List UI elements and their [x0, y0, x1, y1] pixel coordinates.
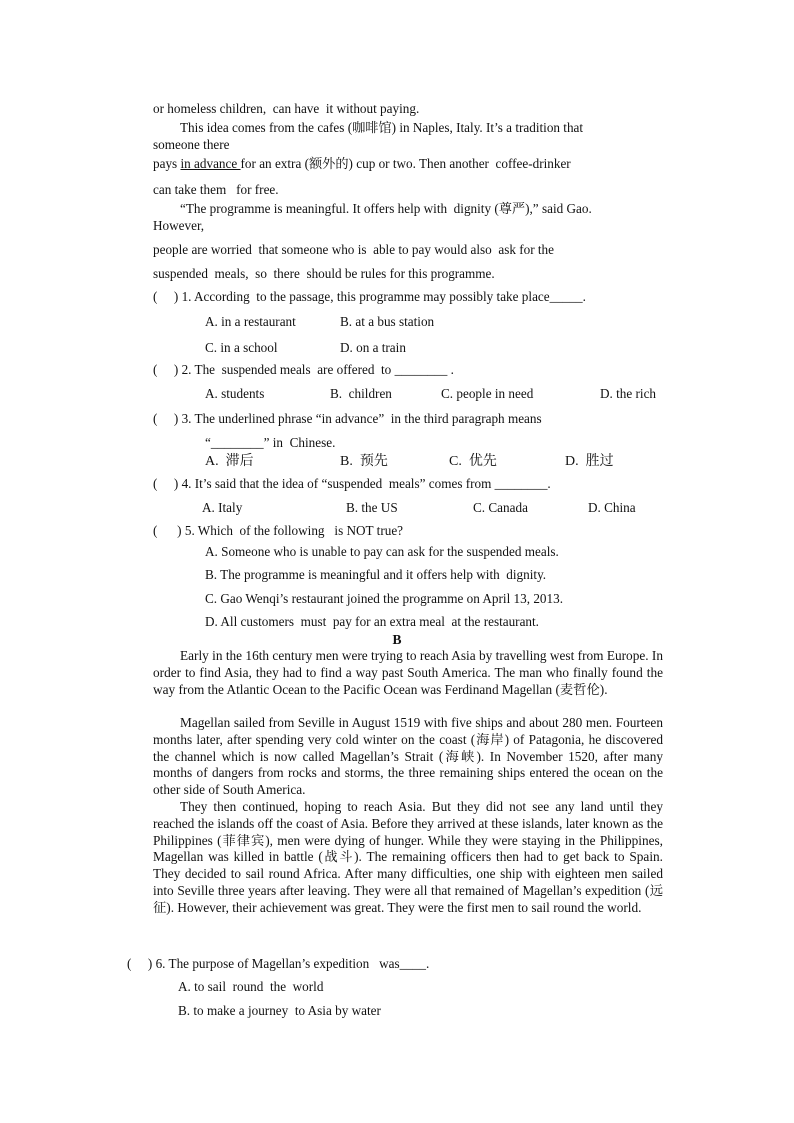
question-option: B. to make a journey to Asia by water — [178, 1003, 381, 1018]
question-option: A. in a restaurant — [205, 314, 296, 329]
question-option: C. Gao Wenqi’s restaurant joined the programme on April 13, 2013. — [205, 591, 563, 606]
question-6-stem: ( ) 6. The purpose of Magellan’s expedition was____. — [127, 956, 430, 971]
passage-line: This idea comes from the cafes (咖啡馆) in Naples, Italy. It’s a tradition that — [180, 120, 584, 135]
question-option: D. the rich — [600, 386, 657, 401]
question-option: C. in a school — [205, 340, 278, 355]
question-2-stem: ( ) 2. The suspended meals are offered to ________ . — [153, 362, 454, 377]
question-option: B. the US — [346, 500, 398, 515]
question-option: D. 胜过 — [565, 454, 614, 469]
passage-line: can take them for free. — [153, 182, 279, 197]
question-option: B. at a bus station — [340, 314, 435, 329]
question-option: B. children — [330, 386, 392, 401]
question-option: D. All customers must pay for an extra meal at the restaurant. — [205, 614, 539, 629]
question-option: A. 滞后 — [205, 454, 254, 469]
text-span: for an extra (额外的) cup or two. Then another coffee-drinker — [240, 156, 571, 171]
question-3-stem-continued: “________” in Chinese. — [205, 435, 336, 450]
passage-paragraph: They then continued, hoping to reach Asia. But they did not see any land until they reached the islands off the coast of Asia. Before they arrived at these islands, later known as the Philippines (菲律宾), men were dying of hunger. While they were staying in the Philippines, Magellan was killed in battle (战斗). The remaining officers then had to get back to Spain. They decided to sail round Africa. After many difficulties, one ship with eighteen men sailed into Seville three years after leaving. They were all that remained of Magellan’s expedition (远征). However, their achievement was great. They were the first men to sail round the world. — [153, 799, 663, 915]
passage-line: or homeless children, can have it without paying. — [153, 101, 420, 116]
question-option: A. students — [205, 386, 265, 401]
question-option: D. China — [588, 500, 636, 515]
question-3-stem: ( ) 3. The underlined phrase “in advance” in the third paragraph means — [153, 411, 542, 426]
passage-paragraph: Magellan sailed from Seville in August 1519 with five ships and about 280 men. Fourteen months later, after spending very cold winter on the coast (海岸) of Patagonia, he discovered the channel which is now called Magellan’s Strait (海峡). In November 1520, after many months of dangers from rocks and storms, the three remaining ships entered the ocean on the other side of South America. — [153, 715, 663, 798]
passage-line: “The programme is meaningful. It offers help with dignity (尊严),” said Gao. — [180, 201, 592, 216]
passage-line: However, — [153, 218, 205, 233]
question-option: A. to sail round the world — [178, 979, 324, 994]
question-option: C. people in need — [441, 386, 534, 401]
question-option: A. Someone who is unable to pay can ask for the suspended meals. — [205, 544, 559, 559]
question-option: C. Canada — [473, 500, 528, 515]
section-heading: B — [392, 632, 402, 647]
question-option: B. The programme is meaningful and it offers help with dignity. — [205, 567, 547, 582]
passage-line — [153, 156, 571, 172]
text-span: pays — [153, 156, 181, 171]
passage-line: people are worried that someone who is able to pay would also ask for the — [153, 242, 555, 257]
question-option: C. 优先 — [449, 454, 497, 469]
passage-paragraph: Early in the 16th century men were trying to reach Asia by travelling west from Europe. In order to find Asia, they had to find a way past South America. The man who finally found the way from the Atlantic Ocean to the Pacific Ocean was Ferdinand Magellan (麦哲伦). — [153, 648, 663, 697]
question-option: B. 预先 — [340, 454, 388, 469]
question-4-stem: ( ) 4. It’s said that the idea of “suspended meals” comes from ________. — [153, 476, 551, 491]
underlined-phrase: in advance — [180, 156, 241, 171]
passage-line: someone there — [153, 137, 230, 152]
question-5-stem: ( ) 5. Which of the following is NOT true? — [153, 523, 404, 538]
question-1-stem: ( ) 1. According to the passage, this programme may possibly take place_____. — [153, 289, 586, 304]
passage-line: suspended meals, so there should be rules for this programme. — [153, 266, 495, 281]
question-option: D. on a train — [340, 340, 406, 355]
question-option: A. Italy — [202, 500, 243, 515]
